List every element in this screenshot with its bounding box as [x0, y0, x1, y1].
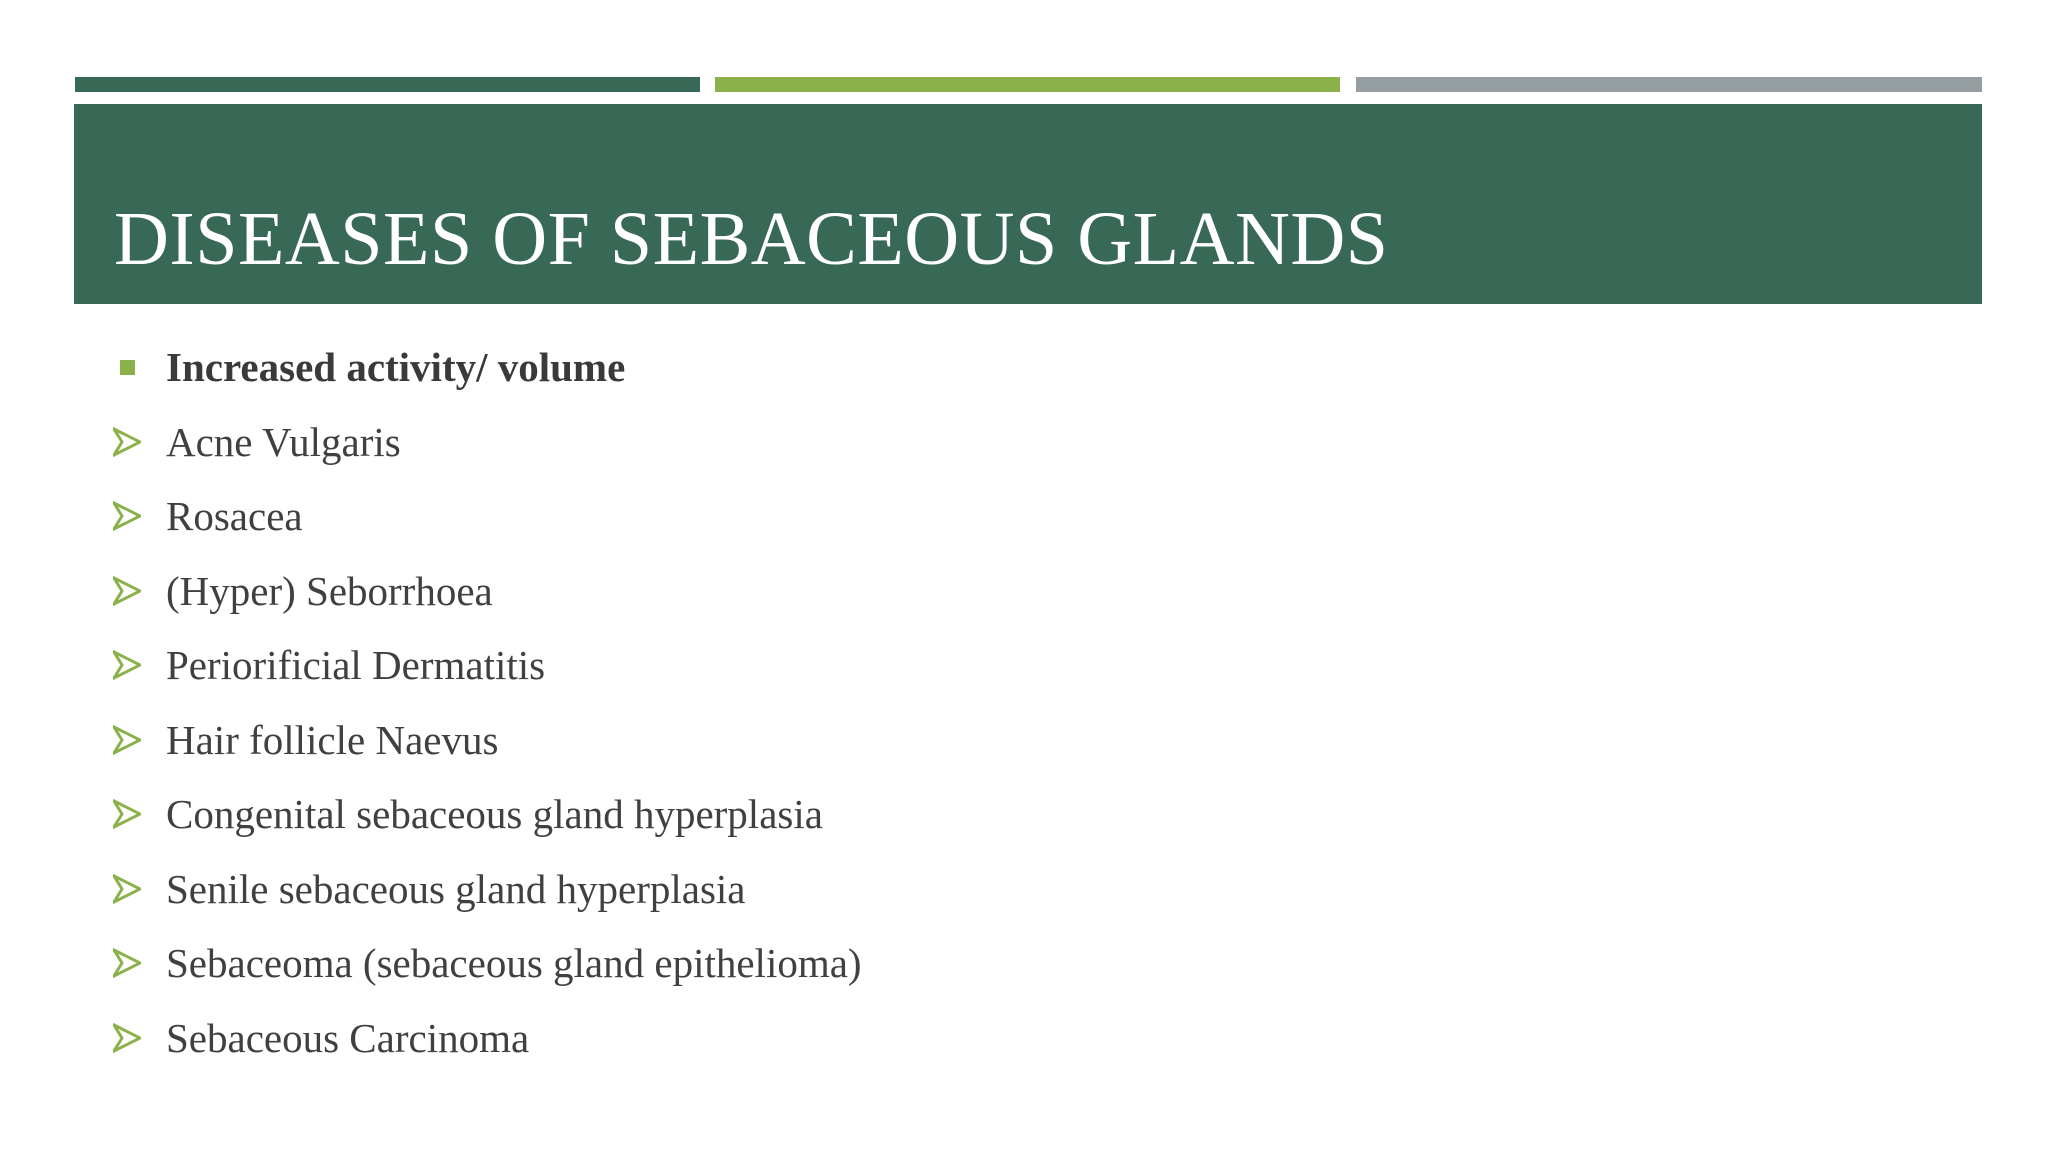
- slide-title: DISEASES OF SEBACEOUS GLANDS: [114, 197, 1389, 281]
- accent-bar-gray: [1356, 77, 1982, 92]
- list-item: [112, 628, 1912, 703]
- list-item-text: Periorificial Dermatitis: [166, 642, 546, 689]
- arrowhead-bullet-icon: [112, 427, 142, 457]
- list-item: [112, 1001, 1912, 1076]
- list-item-text: Hair follicle Naevus: [166, 716, 499, 763]
- list-item-text: Rosacea: [166, 493, 303, 540]
- list-item-text: (Hyper) Seborrhoea: [166, 567, 493, 614]
- arrowhead-bullet-icon: [112, 501, 142, 531]
- list-item: [112, 852, 1912, 927]
- list-item: [112, 405, 1912, 480]
- list-item: [112, 554, 1912, 629]
- arrowhead-bullet-icon: [112, 1023, 142, 1053]
- list-item-text: Congenital sebaceous gland hyperplasia: [166, 791, 823, 838]
- list-item: [112, 777, 1912, 852]
- accent-bar-light-green: [715, 77, 1340, 92]
- arrowhead-bullet-icon: [112, 874, 142, 904]
- list-item: [112, 479, 1912, 554]
- bullet-list: [112, 330, 1912, 1075]
- title-band: [74, 104, 1982, 304]
- list-item-text: Increased activity/ volume: [166, 344, 626, 391]
- list-item-text: Acne Vulgaris: [166, 418, 401, 465]
- arrowhead-bullet-icon: [112, 725, 142, 755]
- list-item-text: Sebaceoma (sebaceous gland epithelioma): [166, 940, 862, 987]
- list-item-text: Senile sebaceous gland hyperplasia: [166, 865, 746, 912]
- arrowhead-bullet-icon: [112, 576, 142, 606]
- arrowhead-bullet-icon: [112, 799, 142, 829]
- list-item-text: Sebaceous Carcinoma: [166, 1014, 530, 1061]
- accent-bar-dark-green: [75, 77, 700, 92]
- list-item: [112, 926, 1912, 1001]
- arrowhead-bullet-icon: [112, 948, 142, 978]
- list-item: [112, 703, 1912, 778]
- arrowhead-bullet-icon: [112, 650, 142, 680]
- square-bullet-icon: [112, 352, 142, 382]
- list-item-heading: [112, 330, 1912, 405]
